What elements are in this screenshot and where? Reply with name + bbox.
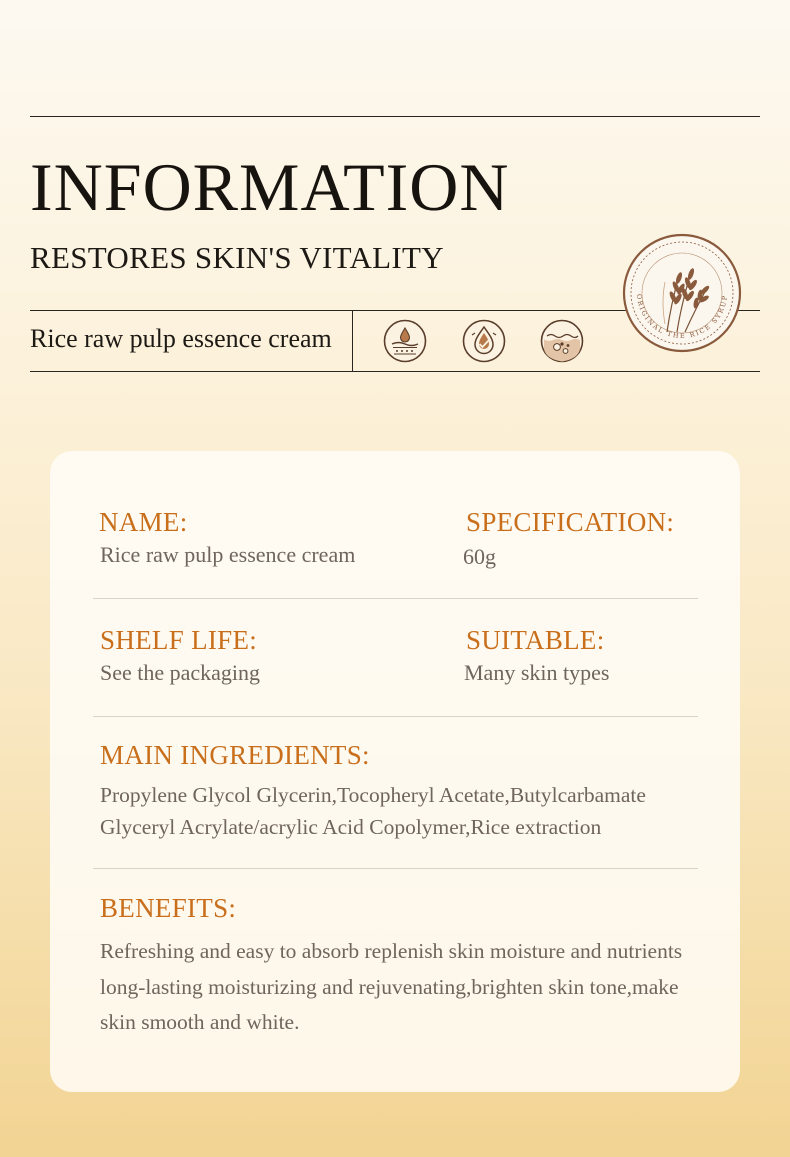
top-rule xyxy=(30,116,760,117)
benefits-label: BENEFITS: xyxy=(100,893,237,923)
benefits-line: Refreshing and easy to absorb replenish skin moisture and nutrients xyxy=(100,939,683,963)
divider xyxy=(93,598,698,599)
shelf-life-value: See the packaging xyxy=(100,660,261,685)
droplet-check-icon xyxy=(462,319,506,363)
wheat-stamp-icon xyxy=(621,232,743,354)
name-label: NAME: xyxy=(99,507,188,537)
suitable-label: SUITABLE: xyxy=(466,625,605,655)
ingredients-label: MAIN INGREDIENTS: xyxy=(100,740,370,770)
name-value: Rice raw pulp essence cream xyxy=(100,542,356,567)
product-bar-bottom-rule xyxy=(30,371,760,372)
product-bar-divider xyxy=(352,311,353,372)
benefits-text xyxy=(100,934,700,1041)
ingredients-text xyxy=(100,779,700,843)
shelf-life-label: SHELF LIFE: xyxy=(100,625,258,655)
skin-layers-icon xyxy=(383,319,427,363)
specification-value: 60g xyxy=(463,544,496,569)
specification-label: SPECIFICATION: xyxy=(466,507,675,537)
benefits-line: skin smooth and white. xyxy=(100,1010,300,1034)
page-title: INFORMATION xyxy=(30,149,510,225)
page-subtitle: RESTORES SKIN'S VITALITY xyxy=(30,240,444,275)
water-bubbles-icon xyxy=(540,319,584,363)
ingredients-line: Glyceryl Acrylate/acrylic Acid Copolymer,Rice extraction xyxy=(100,815,602,839)
benefits-line: long-lasting moisturizing and rejuvenating,brighten skin tone,make xyxy=(100,974,679,999)
ingredients-line: Propylene Glycol Glycerin,Tocopheryl Acetate,Butylcarbamate xyxy=(100,783,646,807)
suitable-value: Many skin types xyxy=(464,660,610,685)
divider xyxy=(93,868,698,869)
divider xyxy=(93,716,698,717)
stamp-text: ORIGINAL THE RICE SYRUP xyxy=(634,293,730,341)
product-name: Rice raw pulp essence cream xyxy=(30,324,332,353)
